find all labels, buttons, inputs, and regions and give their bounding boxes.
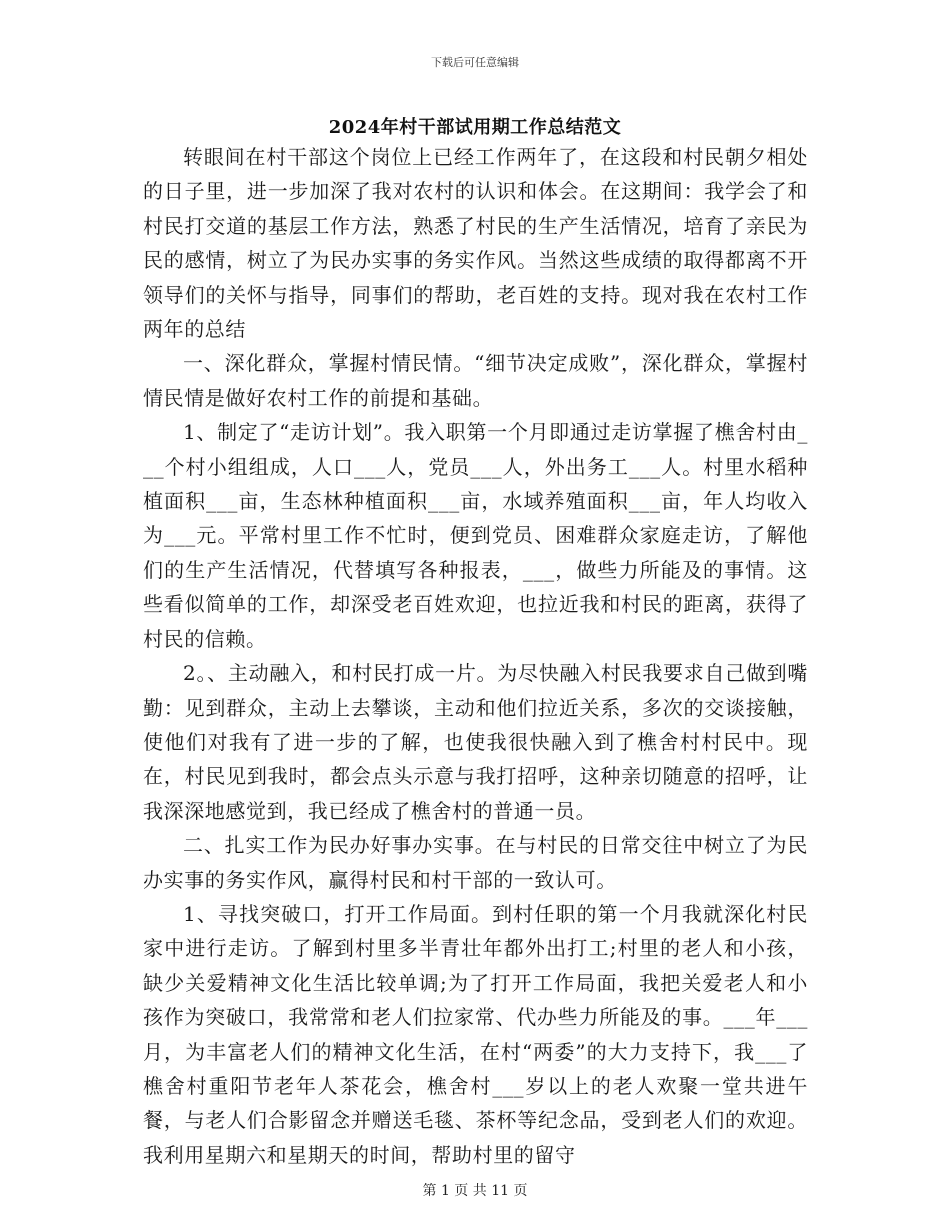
paragraph-item-1-2: 2。、主动融入，和村民打成一片。为尽快融入村民我要求自己做到嘴勤：见到群众，主动上去攀谈，主动和他们拉近关系，多次的交谈接触，使他们对我有了进一步的了解，也使我很快融入到了樵舍村村民中。现在，村民见到我时，都会点头示意与我打招呼，这种亲切随意的招呼，让我深深地感觉到，我已经成了樵舍村的普通一员。 [143,661,808,823]
paragraph-intro: 转眼间在村干部这个岗位上已经工作两年了，在这段和村民朝夕相处的日子里，进一步加深了我对农村的认识和体会。在这期间：我学会了和村民打交道的基层工作方法，熟悉了村民的生产生活情况，培育了亲民为民的感情，树立了为民办实事的务实作风。当然这些成绩的取得都离不开领导们的关怀与指导，同事们的帮助，老百姓的支持。现对我在农村工作两年的总结 [143,145,808,342]
header-note: 下载后可任意编辑 [431,56,519,69]
paragraph-section-1: 一、深化群众，掌握村情民情。“细节决定成败”，深化群众，掌握村情民情是做好农村工作的前提和基础。 [143,351,808,410]
paragraph-item-2-1: 1、寻找突破口，打开工作局面。到村任职的第一个月我就深化村民家中进行走访。了解到村里多半青壮年都外出打工;村里的老人和小孩，缺少关爱精神文化生活比较单调;为了打开工作局面，我把关爱老人和小孩作为突破口，我常常和老人们拉家常、代办些力所能及的事。___年___月，为丰富老人们的精神文化生活，在村“两委”的大力支持下，我___了樵舍村重阳节老年人茶花会，樵舍村___岁以上的老人欢聚一堂共进午餐，与老人们合影留念并赠送毛毯、茶杯等纪念品，受到老人们的欢迎。我利用星期六和星期天的时间，帮助村里的留守 [143,901,808,1167]
page-number: 第 1 页 共 11 页 [422,1183,528,1199]
paragraph-section-2: 二、扎实工作为民办好事办实事。在与村民的日常交往中树立了为民办实事的务实作风，赢得村民和村干部的一致认可。 [143,833,808,892]
paragraph-item-1-1: 1、制定了“走访计划”。我入职第一个月即通过走访掌握了樵舍村由___个村小组组成，人口___人，党员___人，外出务工___人。村里水稻种植面积___亩，生态林种植面积___亩，水域养殖面积___亩，年人均收入为___元。平常村里工作不忙时，便到党员、困难群众家庭走访，了解他们的生产生活情况，代替填写各种报表，___，做些力所能及的事情。这些看似简单的工作，却深受老百姓欢迎，也拉近我和村民的距离，获得了村民的信赖。 [143,420,808,651]
document-body [143,140,808,1172]
document-title: 2024年村干部试用期工作总结范文 [328,117,622,138]
